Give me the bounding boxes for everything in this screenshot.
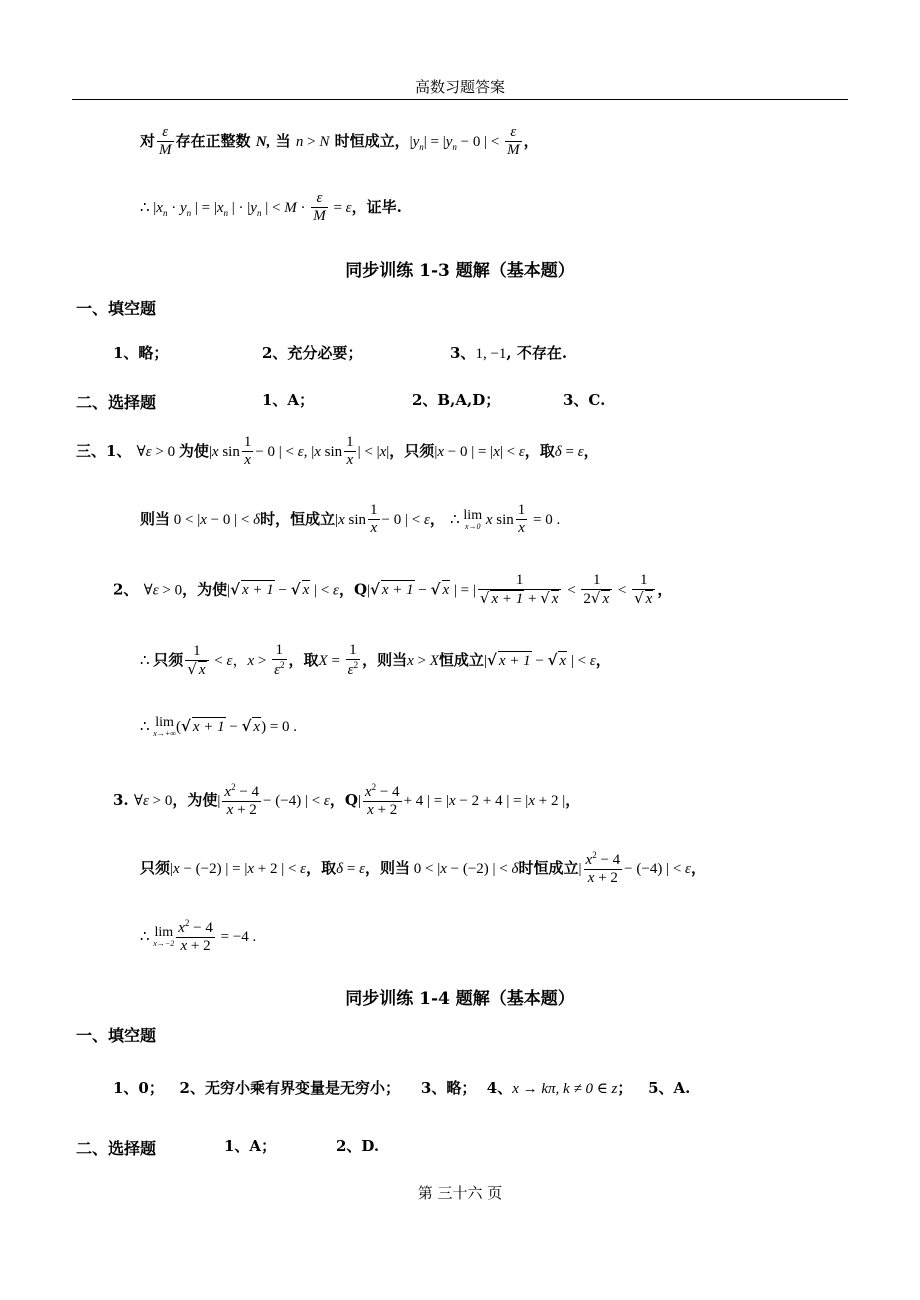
fraction: $\frac{1}{√ x}$ <box>185 643 208 680</box>
problem-3-3-line-1: 3. ∀ε > 0，为使| $\frac{x^2 - 4}{x + 2}$ − (−4) | < ε，Q| $\frac{x^2 - 4}{x + 2}$ + 4 | = |x − 2 + 4 | = |x + 2 |， <box>113 782 581 819</box>
problem-3-1-line-1: 三、1、 ∀ε > 0 为使|x sin $\frac{1}{x}$ − 0 | < ε, |x sin $\frac{1}{x}$ | < |x|，只须|x − 0 | = |x| < ε，取δ = ε， <box>76 434 599 469</box>
part1-heading-1-4: 一、填空题 <box>76 1026 157 1045</box>
problem-3-3-line-3: ∴ lim x→−2 $\frac{x^2 - 4}{x + 2}$ = −4 . <box>140 918 257 955</box>
problem-3-2-line-1: 2、 ∀ε > 0，为使|√ x + 1 − √ x | < ε，Q|√ x + 1 − √ x | = | $\frac{1}{√ x + 1 + √ x}$ < $\frac{1}{2√ x}$ < $\frac{1}{√ x}$ ， <box>113 572 673 608</box>
part2-heading: 二、选择题 <box>76 393 157 412</box>
choice-answer-3: 3、C. <box>563 391 606 409</box>
problem-3-2-line-2: ∴ 只须 $\frac{1}{√ x}$ < ε，x > $\frac{1}{\varepsilon^2}$ ，取X = $\frac{1}{\varepsilon^2}$ ，则当x > X恒成立|√ x + 1 − √ x | < ε， <box>140 642 611 679</box>
limit-operator: lim x→0 <box>463 507 483 531</box>
fraction: $\frac{x^2 - 4}{x + 2}$ <box>224 782 260 819</box>
fraction: $\frac{1}{x}$ <box>346 434 354 469</box>
fraction: $\frac{1}{2√ x}$ <box>581 572 612 609</box>
fraction: $\frac{1}{√ x + 1 + √ x}$ <box>478 572 562 609</box>
section-title-1-4: 同步训练 1-4 题解（基本题） <box>345 989 575 1009</box>
fraction: $\frac{\varepsilon}{M}$ <box>313 190 326 225</box>
problem-3-1-line-2: 则当 0 < |x − 0 | < δ时，恒成立|x sin $\frac{1}{x}$ − 0 | < ε， ∴ lim x→0 x sin $\frac{1}{x}$ = 0 . <box>140 502 561 537</box>
problem-3-2-line-3: ∴ lim x→+∞ (√ x + 1 − √ x) = 0 . <box>140 715 298 738</box>
fraction: $\frac{\varepsilon}{M}$ <box>159 124 172 159</box>
part1-heading: 一、填空题 <box>76 299 157 318</box>
fraction: $\frac{1}{x}$ <box>243 434 252 469</box>
fill-answers-1-4: 1、0； 2、无穷小乘有界变量是无穷小； 3、略； 4、x → kπ, k ≠ 0 ∈ z； 5、A. <box>113 1079 691 1097</box>
part2-heading-1-4: 二、选择题 <box>76 1139 157 1158</box>
problem-3-3-line-2: 只须|x − (−2) | = |x + 2 | < ε，取δ = ε，则当 0 < |x − (−2) | < δ时恒成立| $\frac{x^2 - 4}{x + 2}$ − (−4) | < ε， <box>140 850 706 887</box>
page-footer: 第 三十六 页 <box>417 1184 503 1202</box>
fraction: $\frac{1}{\varepsilon^2}$ <box>274 642 285 679</box>
fraction: $\frac{1}{x}$ <box>517 502 526 537</box>
fraction: $\frac{x^2 - 4}{x + 2}$ <box>178 918 213 955</box>
fraction: $\frac{\varepsilon}{M}$ <box>507 124 520 159</box>
fill-answer-3: 3、1, −1, 不存在. <box>450 344 568 362</box>
proof-line-2: ∴ $|x_n \cdot y_n$ | = $|x_n$ | · $|y_n$ | < M · $\frac{\varepsilon}{M}$ = ε，证毕. <box>140 190 402 225</box>
fill-answer-1: 1、略； <box>113 344 169 362</box>
fraction: $\frac{x^2 - 4}{x + 2}$ <box>585 850 621 887</box>
choice-answer-2: 2、B,A,D； <box>412 391 501 409</box>
fraction: $\frac{x^2 - 4}{x + 2}$ <box>364 782 400 819</box>
fraction: $\frac{1}{x}$ <box>370 502 378 537</box>
limit-operator: lim x→+∞ <box>153 715 176 738</box>
limit-operator: lim x→−2 <box>153 924 175 948</box>
choice-answer-1-4-2: 2、D. <box>336 1137 380 1155</box>
choice-answer-1-4-1: 1、A； <box>224 1137 277 1155</box>
fraction: $\frac{1}{√ x}$ <box>632 572 655 609</box>
section-title-1-3: 同步训练 1-3 题解（基本题） <box>345 261 575 281</box>
proof-line-1: 对 $\frac{\varepsilon}{M}$ 存在正整数 N, 当 n > N 时恒成立，$|y_n| = |y_n - 0$ | < $\frac{\varepsilon}{M}$ ， <box>140 124 539 159</box>
choice-answer-1: 1、A； <box>262 391 315 409</box>
fraction: $\frac{1}{\varepsilon^2}$ <box>347 642 359 679</box>
fill-answer-2: 2、充分必要； <box>262 344 363 362</box>
page-header: 高数习题答案 <box>414 78 505 96</box>
header-rule <box>72 99 848 100</box>
